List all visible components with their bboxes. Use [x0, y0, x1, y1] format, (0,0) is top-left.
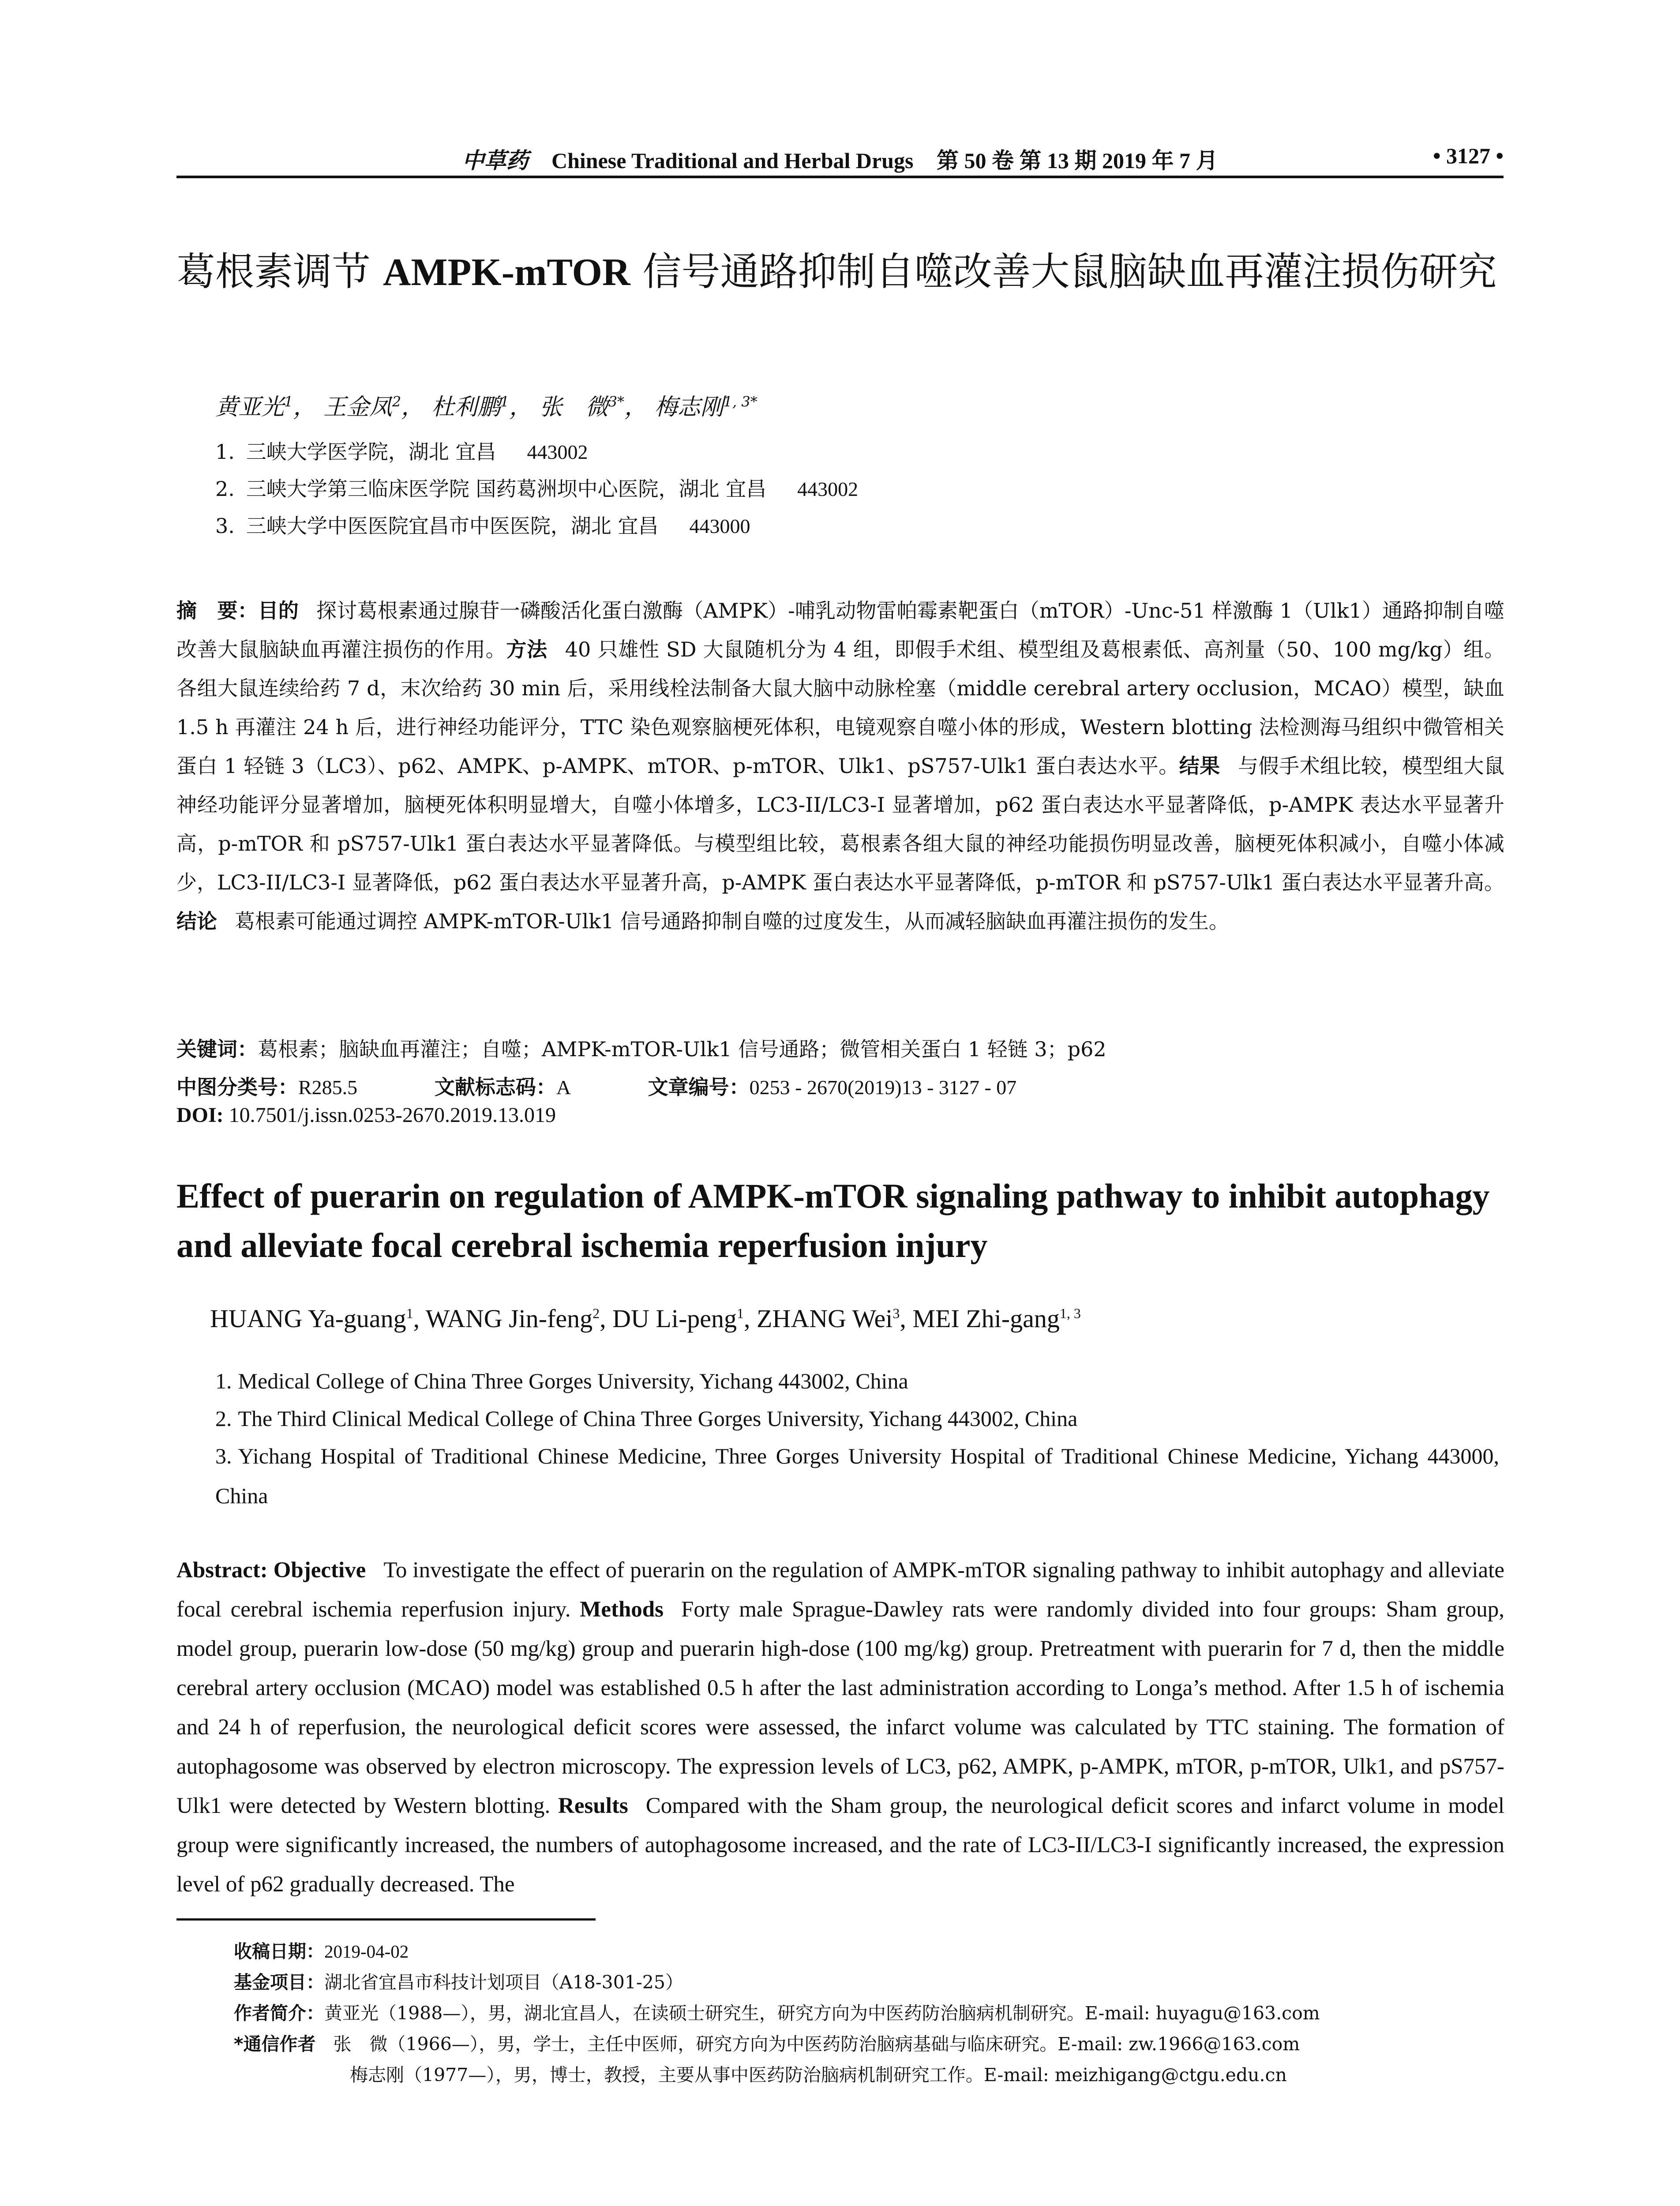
affiliation-text: The Third Clinical Medical College of China Three Gorges University, Yichang 443002, China — [238, 1406, 1078, 1431]
author-sup: 1 — [406, 1305, 413, 1321]
affiliation-num: 1. — [215, 1369, 232, 1393]
authors-cn: 黄亚光$^1$， 王金凤$^2$， 杜利鹏$^1$， 张 微$^{3*}$， 梅志刚$^{1, 3*}$ — [215, 393, 758, 420]
author-sup: 3 — [892, 1305, 900, 1321]
footnote-label: 收稿日期： — [234, 1941, 324, 1962]
author-sup: 2 — [392, 393, 401, 410]
footnote-corresponding — [176, 2030, 1504, 2056]
clc-label: 中图分类号： — [176, 1075, 298, 1099]
doc-code-label: 文献标志码： — [434, 1075, 556, 1099]
author-sup: 1 — [500, 393, 510, 410]
author-en: DU Li-peng — [612, 1304, 737, 1333]
methods-text: 40 只雄性 SD 大鼠随机分为 4 组，即假手术组、模型组及葛根素低、高剂量（50、100 mg/kg）组。各组大鼠连续给药 7 d，末次给药 30 min 后，采用线栓法制备大鼠大脑中动脉栓塞（middle cerebral artery occlusion，MCAO）模型，缺血 1.5 h 再灌注 24 h 后，进行神经功能评分，TTC 染色观察脑梗死体积，电镜观察自噬小体的形成，Western blotting 法检测海马组织中微管相关蛋白 1 轻链 3（LC3）、p62、AMPK、p-AMPK、mTOR、p-mTOR、Ulk1、pS757-Ulk1 蛋白表达水平。 — [176, 638, 1505, 778]
results-en-text: Compared with the Sham group, the neurological deficit scores and infarct volume in model group were significantly increased, the numbers of autophagosome increased, and the rate of LC3-II/LC3-I significantly increased, the expression level of p62 gradually decreased. The — [176, 1793, 1505, 1897]
abstract-cn — [176, 591, 1504, 941]
header-center — [176, 143, 1504, 175]
abstract-en — [176, 1551, 1504, 1904]
title-cn-part3: 信号通路抑制自噬改善大鼠脑缺血再灌注损伤研究 — [630, 249, 1497, 294]
keywords-label: 关键词： — [176, 1037, 258, 1061]
objective-label: 目的 — [258, 599, 299, 623]
affiliation-text: 三峡大学中医医院宜昌市中医医院，湖北 宜昌 — [246, 514, 659, 538]
postal-code: 443002 — [797, 478, 859, 500]
page-number: • 3127 • — [1432, 143, 1504, 168]
title-cn-part1: 葛根素调节 — [176, 249, 383, 294]
article-number-value: 0253 - 2670(2019)13 - 3127 - 07 — [749, 1076, 1017, 1099]
title-cn — [176, 245, 1504, 300]
objective-en-text: To investigate the effect of puerarin on the regulation of AMPK-mTOR signaling pathway to inhibit autophagy and alleviate focal cerebral ischemia reperfusion injury. — [176, 1558, 1505, 1622]
footnote-text: 梅志刚（1977—），男，博士，教授，主要从事中医药防治脑病机制研究工作。E-mail: meizhigang@ctgu.edu.cn — [350, 2064, 1287, 2086]
affiliation-en — [215, 1436, 1499, 1516]
abstract-en-label: Abstract: Objective — [176, 1558, 366, 1583]
author-sup: 1, 3* — [723, 393, 758, 410]
results-en-label: Results — [558, 1793, 628, 1818]
affiliation-num: 3. — [215, 1444, 232, 1468]
running-header — [176, 139, 1504, 175]
author-en: WANG Jin-feng — [425, 1304, 593, 1333]
author-sup: 1 — [737, 1305, 744, 1321]
footnote-fund — [176, 1968, 1504, 1994]
journal-issue: 第 50 卷 第 13 期 2019 年 7 月 — [936, 148, 1218, 173]
footnote-text: 2019-04-02 — [324, 1941, 409, 1962]
objective-text: 探讨葛根素通过腺苷一磷酸活化蛋白激酶（AMPK）-哺乳动物雷帕霉素靶蛋白（mTOR）-Unc-51 样激酶 1（Ulk1）通路抑制自噬改善大鼠脑缺血再灌注损伤的作用。 — [176, 599, 1505, 661]
keywords-cn — [176, 1033, 1106, 1062]
footnote-text: 黄亚光（1988—），男，湖北宜昌人，在读硕士研究生，研究方向为中医药防治脑病机制研究。E-mail: huyagu@163.com — [324, 2003, 1320, 2024]
author-cn: 张 微 — [539, 394, 608, 420]
authors-en: HUANG Ya-guang$^1$, WANG Jin-feng$^2$, DU Li-peng$^1$, ZHANG Wei$^3$, MEI Zhi-gang$^{1, 3}$ — [210, 1304, 1081, 1333]
affiliation-cn — [215, 436, 588, 465]
methods-label: 方法 — [506, 638, 548, 661]
footnote-label: 作者简介： — [234, 2003, 324, 2024]
affiliation-text: Medical College of China Three Gorges University, Yichang 443002, China — [238, 1369, 908, 1393]
postal-code: 443000 — [689, 515, 750, 537]
conclusion-text: 葛根素可能通过调控 AMPK-mTOR-Ulk1 信号通路抑制自噬的过度发生，从而减轻脑缺血再灌注损伤的发生。 — [235, 909, 1229, 933]
title-en: Effect of puerarin on regulation of AMPK-mTOR signaling pathway to inhibit autophagy and alleviate focal cerebral ischemia reperfusion injury — [176, 1177, 1490, 1264]
author-cn: 王金凤 — [323, 394, 392, 420]
conclusion-label: 结论 — [176, 909, 217, 933]
affiliation-text: 三峡大学第三临床医学院 国药葛洲坝中心医院，湖北 宜昌 — [246, 477, 767, 501]
postal-code: 443002 — [527, 441, 588, 463]
author-sup: 1 — [284, 393, 293, 410]
affiliation-cn — [215, 510, 750, 539]
doc-code-value: A — [556, 1076, 571, 1099]
doi — [176, 1103, 556, 1127]
author-en: HUANG Ya-guang — [210, 1304, 406, 1333]
affiliation-en — [215, 1399, 1499, 1438]
footnote-text: 张 微（1966—），男，学士，主任中医师，研究方向为中医药防治脑病基础与临床研究。E-mail: zw.1966@163.com — [333, 2033, 1300, 2055]
author-cn: 梅志刚 — [654, 394, 724, 420]
clc-value: R285.5 — [298, 1076, 358, 1099]
affiliation-num: 1. — [215, 440, 235, 464]
header-rule — [176, 176, 1504, 178]
methods-en-text: Forty male Sprague-Dawley rats were randomly divided into four groups: Sham group, model group, puerarin low-dose (50 mg/kg) group and puerarin high-dose (100 mg/kg) group. Pretreatment with puerarin for 7 d, then the middle cerebral artery occlusion (MCAO) model was established 0.5 h after the last administration according to Longa’s method. After 1.5 h of ischemia and 24 h of reperfusion, the neurological deficit scores were assessed, the infarct volume was calculated by TTC staining. The formation of autophagosome was observed by electron microscopy. The expression levels of LC3, p62, AMPK, p-AMPK, mTOR, p-mTOR, Ulk1, and pS757-Ulk1 were detected by Western blotting. — [176, 1597, 1505, 1818]
affiliation-text: 三峡大学医学院，湖北 宜昌 — [246, 440, 496, 464]
abstract-label: 摘 要： — [176, 599, 258, 623]
journal-name-cn: 中草药 — [462, 147, 529, 173]
affiliation-en — [215, 1361, 1499, 1401]
author-cn: 黄亚光 — [215, 394, 285, 420]
affiliation-num: 2. — [215, 1406, 232, 1431]
title-cn-part2: AMPK-mTOR — [382, 251, 630, 294]
footnote-label: *通信作者 — [234, 2033, 316, 2055]
affiliation-text: Yichang Hospital of Traditional Chinese Medicine, Three Gorges University Hospital of Traditional Chinese Medicine, Yichang 443000, China — [215, 1444, 1499, 1508]
affiliation-cn — [215, 473, 858, 502]
footnote-corresponding-2 — [176, 2060, 1504, 2086]
author-cn: 杜利鹏 — [431, 394, 500, 420]
doi-value: 10.7501/j.issn.0253-2670.2019.13.019 — [229, 1103, 556, 1127]
footnote-text: 湖北省宜昌市科技计划项目（A18-301-25） — [324, 1972, 683, 1993]
journal-name-en: Chinese Traditional and Herbal Drugs — [551, 148, 914, 173]
doi-label: DOI: — [176, 1103, 224, 1127]
results-label: 结果 — [1179, 754, 1220, 778]
methods-en-label: Methods — [580, 1597, 664, 1622]
author-sup: 1, 3 — [1059, 1305, 1081, 1321]
author-sup: 3* — [608, 393, 625, 410]
keywords-text: 葛根素；脑缺血再灌注；自噬；AMPK-mTOR-Ulk1 信号通路；微管相关蛋白 1 轻链 3；p62 — [258, 1037, 1106, 1061]
results-text: 与假手术组比较，模型组大鼠神经功能评分显著增加，脑梗死体积明显增大，自噬小体增多，LC3-II/LC3-I 显著增加，p62 蛋白表达水平显著降低，p-AMPK 表达水平显著升高，p-mTOR 和 pS757-Ulk1 蛋白表达水平显著降低。与模型组比较，葛根素各组大鼠的神经功能损伤明显改善，脑梗死体积减小，自噬小体减少，LC3-II/LC3-I 显著降低，p62 蛋白表达水平显著升高，p-AMPK 蛋白表达水平显著降低，p-mTOR 和 pS757-Ulk1 蛋白表达水平显著升高。 — [176, 754, 1505, 894]
author-en: ZHANG Wei — [757, 1304, 893, 1333]
affiliation-num: 3. — [215, 514, 235, 538]
article-number-label: 文章编号： — [648, 1075, 750, 1099]
classification-line — [176, 1071, 1016, 1100]
footnote-rule — [176, 1918, 596, 1921]
author-sup: 2 — [592, 1305, 600, 1321]
affiliation-num: 2. — [215, 477, 235, 501]
author-en: MEI Zhi-gang — [912, 1304, 1060, 1333]
footnote-received — [176, 1937, 1504, 1963]
footnote-author — [176, 1999, 1504, 2025]
footnote-label: 基金项目： — [234, 1972, 324, 1993]
